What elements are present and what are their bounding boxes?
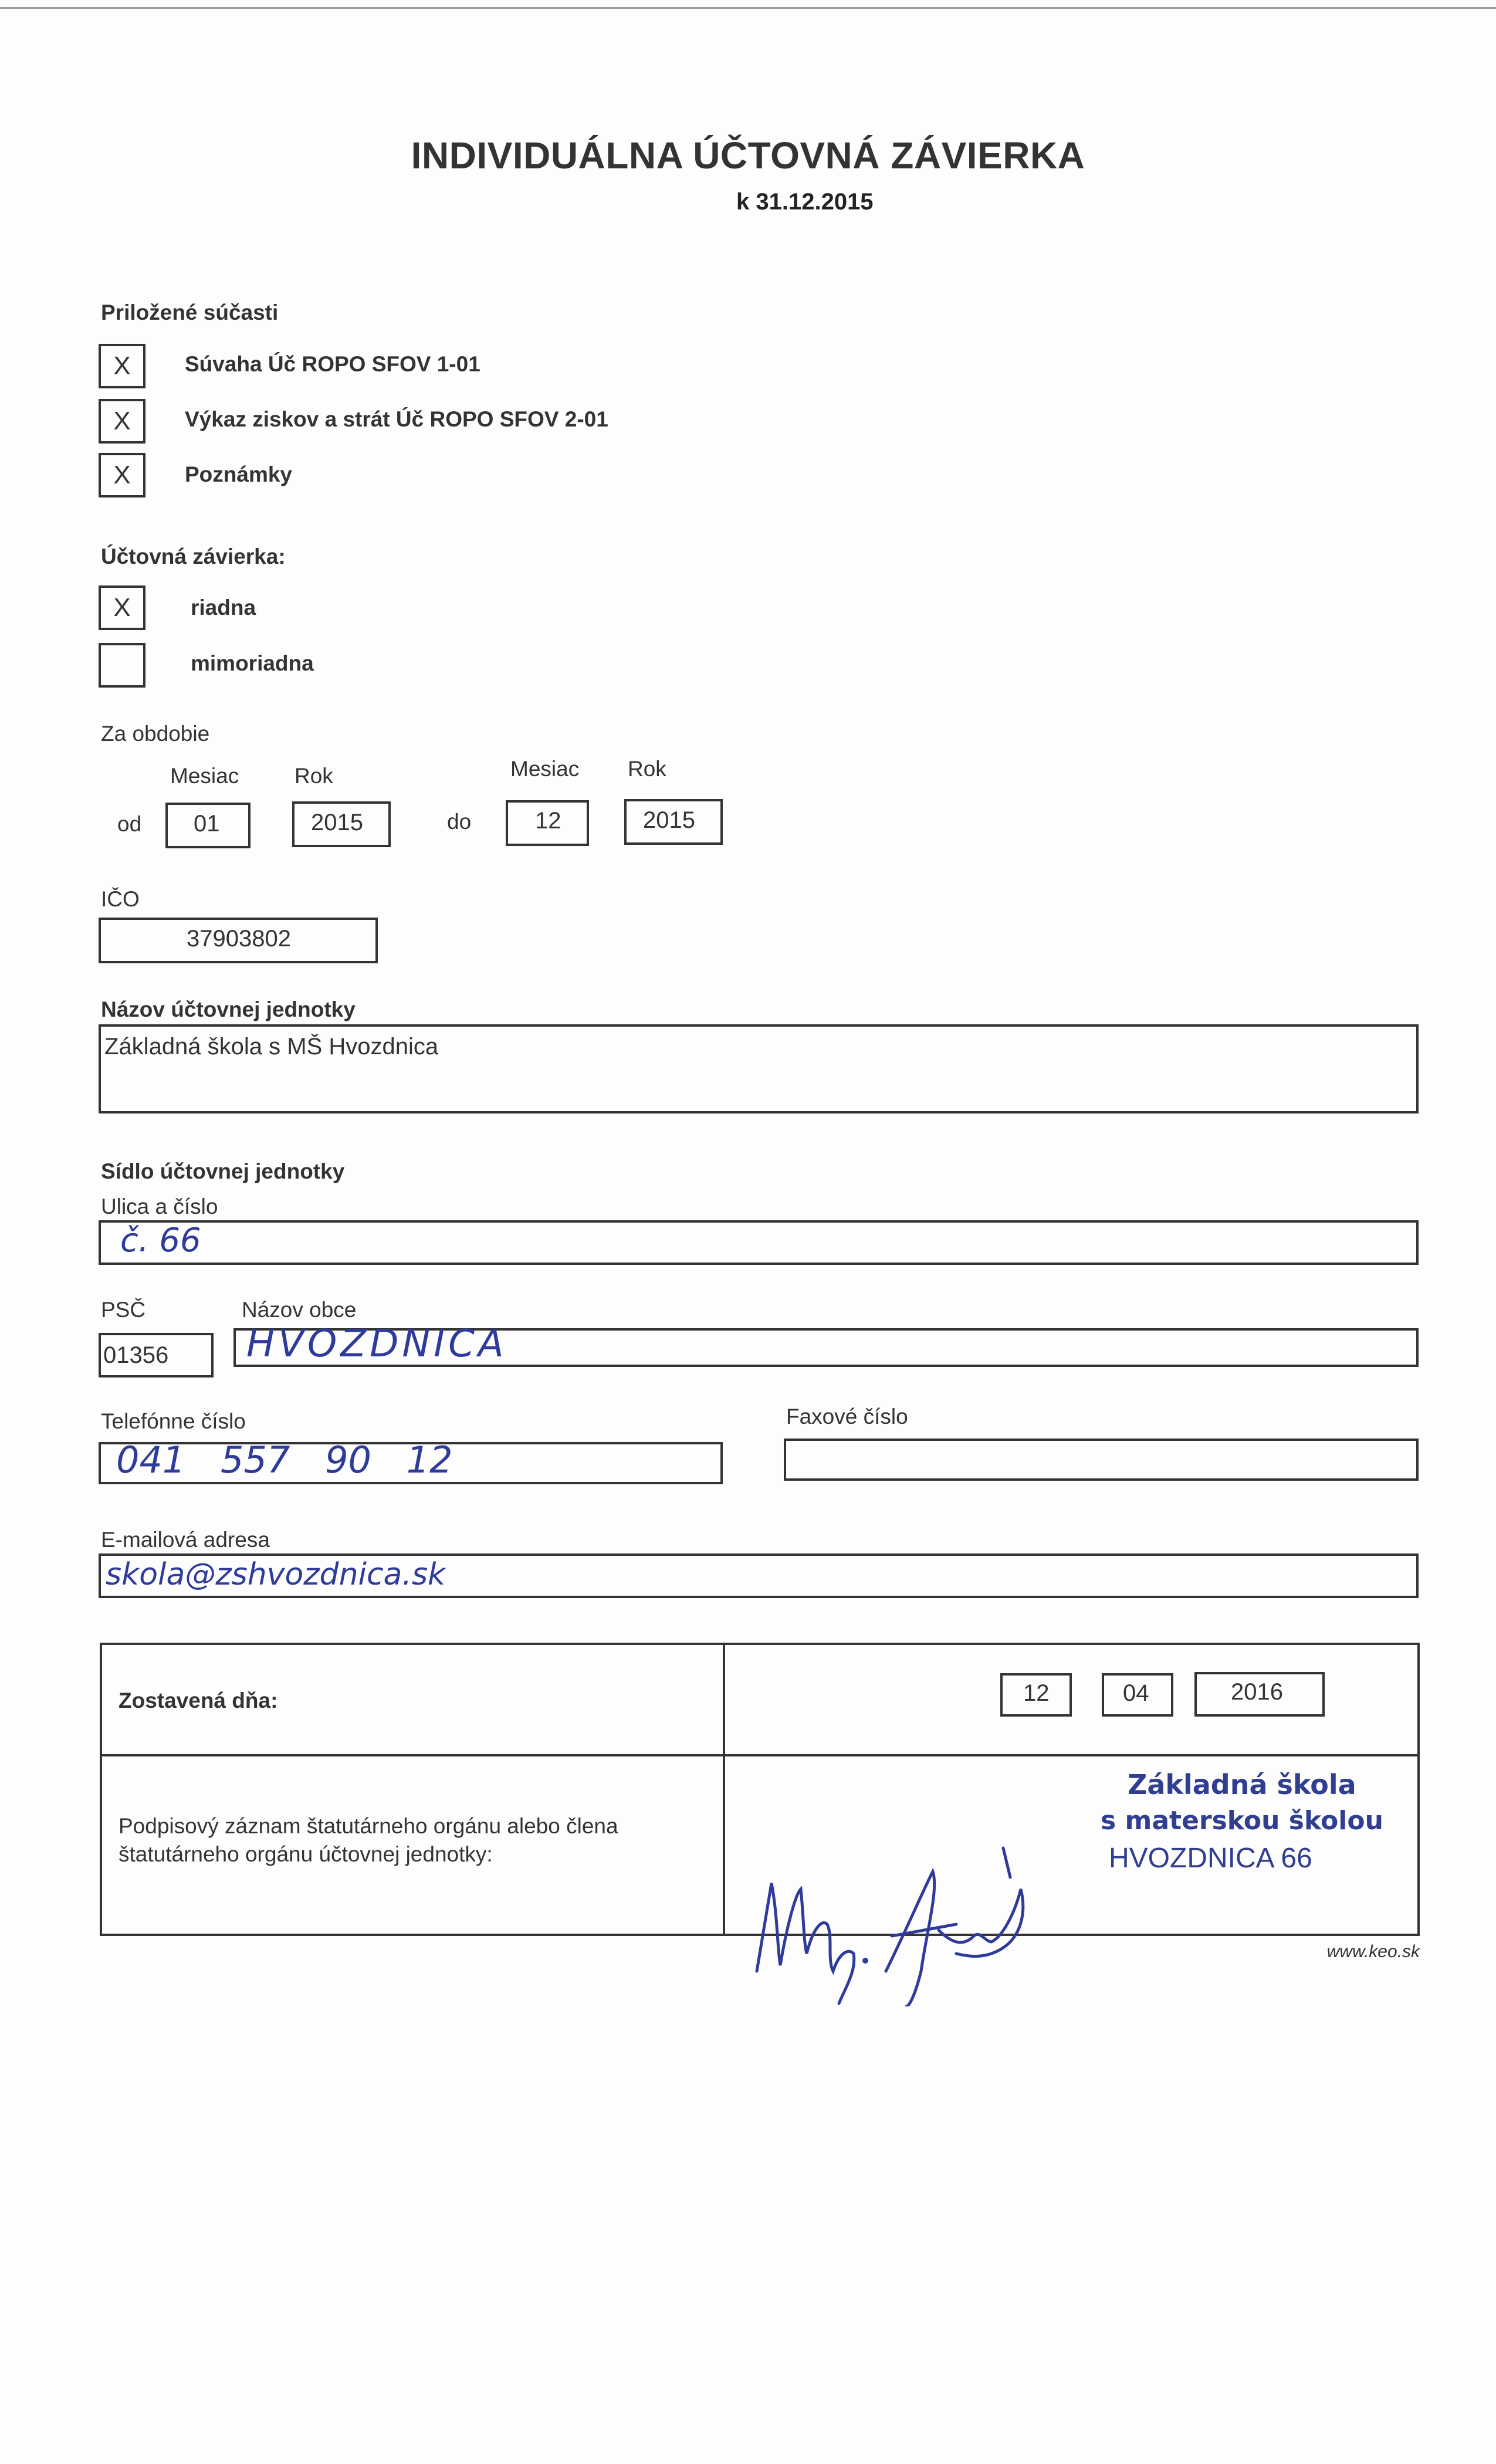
- street-field[interactable]: [99, 1220, 1419, 1265]
- street-value: č. 66: [120, 1221, 201, 1260]
- ico-value: 37903802: [187, 926, 291, 952]
- document-date: k 31.12.2015: [736, 189, 874, 215]
- phone-value: 041 557 90 12: [116, 1439, 453, 1481]
- email-label: E-mailová adresa: [101, 1528, 270, 1552]
- street-label: Ulica a číslo: [101, 1194, 218, 1219]
- document-title: INDIVIDUÁLNA ÚČTOVNÁ ZÁVIERKA: [411, 134, 1085, 177]
- email-value: skola@zshvozdnica.sk: [106, 1557, 446, 1592]
- statement-type-heading: Účtovná závierka:: [101, 544, 286, 568]
- entity-name-value: Základná škola s MŠ Hvozdnica: [104, 1034, 439, 1060]
- period-from-label: od: [117, 812, 142, 836]
- period-from-month-value: 01: [194, 811, 220, 837]
- psc-value: 01356: [103, 1342, 169, 1368]
- statement-label-riadna: riadna: [191, 595, 256, 620]
- attachment-label-vykaz: Výkaz ziskov a strát Úč ROPO SFOV 2-01: [185, 407, 608, 431]
- checkbox-vykaz[interactable]: X: [99, 399, 145, 444]
- signature-label-line2: štatutárneho orgánu účtovnej jednotky:: [119, 1842, 493, 1866]
- entity-name-label: Názov účtovnej jednotky: [101, 997, 356, 1021]
- period-to-year-label: Rok: [628, 757, 666, 781]
- checkbox-suvaha[interactable]: X: [99, 344, 145, 388]
- fax-field[interactable]: [784, 1439, 1419, 1481]
- period-from-month-label: Mesiac: [170, 764, 239, 788]
- period-to-year-value: 2015: [643, 807, 695, 833]
- stamp-line1: Základná škola: [1128, 1769, 1356, 1800]
- city-label: Názov obce: [242, 1298, 357, 1322]
- compiled-label: Zostavená dňa:: [119, 1688, 278, 1712]
- checkbox-riadna[interactable]: X: [99, 585, 145, 630]
- checkbox-mimoriadna[interactable]: [99, 643, 145, 688]
- top-edge-line: [0, 7, 1496, 9]
- period-to-month-label: Mesiac: [510, 757, 580, 781]
- stamp-line3: HVOZDNICA 66: [1109, 1843, 1312, 1874]
- ico-label: IČO: [101, 887, 140, 911]
- table-row-divider: [100, 1754, 1420, 1756]
- period-from-year-label: Rok: [295, 764, 333, 788]
- period-to-label: do: [447, 810, 472, 834]
- fax-label: Faxové číslo: [786, 1404, 908, 1429]
- handwritten-signature: [745, 1795, 1050, 2006]
- attachment-label-poznamky: Poznámky: [185, 462, 293, 486]
- compiled-year-value: 2016: [1231, 1679, 1283, 1705]
- checkbox-poznamky[interactable]: X: [99, 453, 145, 497]
- attachment-label-suvaha: Súvaha Úč ROPO SFOV 1-01: [185, 352, 480, 376]
- attachments-heading: Priložené súčasti: [101, 300, 279, 324]
- address-heading: Sídlo účtovnej jednotky: [101, 1159, 345, 1183]
- city-value: HVOZDNICA: [246, 1322, 507, 1366]
- period-to-month-value: 12: [535, 808, 561, 834]
- phone-label: Telefónne číslo: [101, 1409, 246, 1433]
- compiled-day-value: 12: [1023, 1680, 1050, 1706]
- signature-label-line1: Podpisový záznam štatutárneho orgánu alebo člena: [119, 1814, 618, 1838]
- period-heading: Za obdobie: [101, 722, 210, 746]
- statement-label-mimoriadna: mimoriadna: [191, 651, 314, 675]
- table-column-divider: [723, 1643, 725, 1936]
- psc-label: PSČ: [101, 1298, 146, 1322]
- period-from-year-value: 2015: [311, 810, 363, 835]
- compiled-month-value: 04: [1123, 1680, 1149, 1706]
- website-footer: www.keo.sk: [1326, 1942, 1420, 1961]
- stamp-line2: s materskou školou: [1101, 1806, 1383, 1836]
